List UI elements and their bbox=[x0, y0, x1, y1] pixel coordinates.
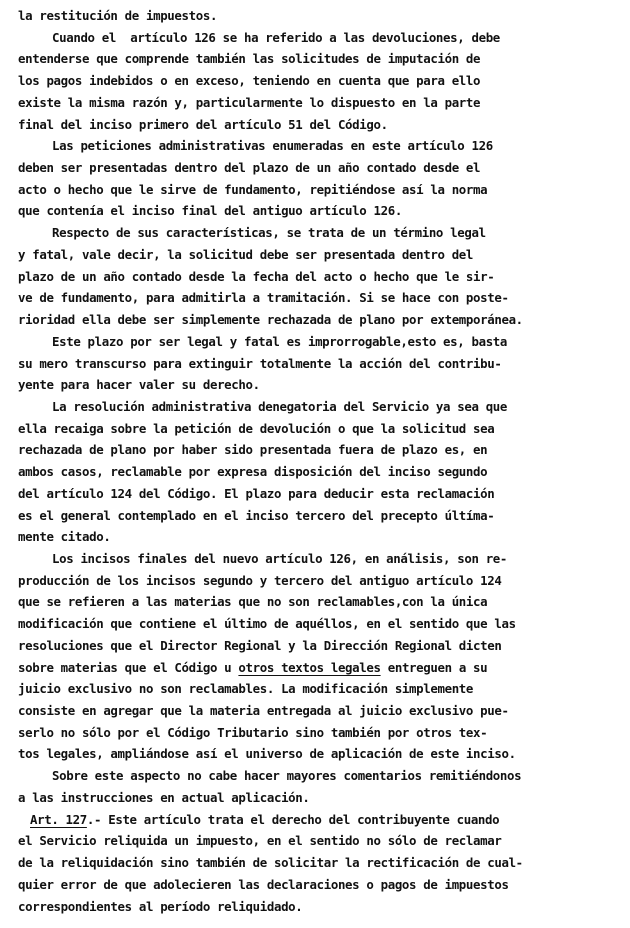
underlined-text: Art. 127 bbox=[30, 811, 87, 827]
text-line: el Servicio reliquida un impuesto, en el sentido no sólo de reclamar bbox=[18, 833, 502, 849]
text-line: Sobre este aspecto no cabe hacer mayores comentarios remitiéndonos bbox=[52, 768, 522, 784]
text-line: ve de fundamento, para admitirla a tramitación. Si se hace con poste- bbox=[18, 290, 509, 306]
text-line: del artículo 124 del Código. El plazo para deducir esta reclamación bbox=[18, 485, 495, 501]
text-run: entreguen a su bbox=[380, 659, 488, 675]
text-line: final del inciso primero del artículo 51 del Código. bbox=[18, 116, 388, 132]
text-line: rioridad ella debe ser simplemente rechazada de plano por extemporánea. bbox=[18, 312, 523, 328]
text-line: es el general contemplado en el inciso tercero del precepto últíma- bbox=[18, 507, 495, 523]
text-line: consiste en agregar que la materia entregada al juicio exclusivo pue- bbox=[18, 703, 509, 719]
text-line: acto o hecho que le sirve de fundamento, repitiéndose así la norma bbox=[18, 181, 488, 197]
text-line: resoluciones que el Director Regional y la Dirección Regional dicten bbox=[18, 637, 502, 653]
text-line: los pagos indebidos o en exceso, teniendo en cuenta que para ello bbox=[18, 73, 481, 89]
text-line: modificación que contiene el último de aquéllos, en el sentido que las bbox=[18, 616, 516, 632]
text-line: yente para hacer valer su derecho. bbox=[18, 377, 260, 393]
text-line bbox=[18, 657, 487, 679]
underlined-text: otros textos legales bbox=[238, 659, 381, 675]
text-line: entenderse que comprende también las solicitudes de imputación de bbox=[18, 51, 481, 67]
text-line: a las instrucciones en actual aplicación. bbox=[18, 789, 310, 805]
text-line: Este plazo por ser legal y fatal es improrrogable,esto es, basta bbox=[52, 333, 508, 349]
text-line: tos legales, ampliándose así el universo de aplicación de este inciso. bbox=[18, 746, 516, 762]
text-line: Respecto de sus características, se trata de un término legal bbox=[52, 225, 486, 241]
text-line: juicio exclusivo no son reclamables. La modificación simplemente bbox=[18, 681, 474, 697]
text-line: su mero transcurso para extinguir totalmente la acción del contribu- bbox=[18, 355, 502, 371]
text-line: ambos casos, reclamable por expresa disposición del inciso segundo bbox=[18, 464, 488, 480]
text-line: que contenía el inciso final del antiguo artículo 126. bbox=[18, 203, 402, 219]
text-line: Cuando el artículo 126 se ha referido a las devoluciones, debe bbox=[52, 29, 500, 45]
text-line: deben ser presentadas dentro del plazo de un año contado desde el bbox=[18, 160, 481, 176]
text-line: serlo no sólo por el Código Tributario sino también por otros tex- bbox=[18, 724, 488, 740]
text-line: Las peticiones administrativas enumeradas en este artículo 126 bbox=[52, 138, 493, 154]
text-line: de la reliquidación sino también de solicitar la rectificación de cual- bbox=[18, 855, 523, 871]
text-line: producción de los incisos segundo y tercero del antiguo artículo 124 bbox=[18, 572, 502, 588]
text-line: y fatal, vale decir, la solicitud debe ser presentada dentro del bbox=[18, 246, 474, 262]
text-line: rechazada de plano por haber sido presentada fuera de plazo es, en bbox=[18, 442, 488, 458]
text-run: .- Este artículo trata el derecho del contribuyente cuando bbox=[86, 811, 500, 827]
text-line: plazo de un año contado desde la fecha del acto o hecho que le sir- bbox=[18, 268, 495, 284]
text-line: Los incisos finales del nuevo artículo 126, en análisis, son re- bbox=[52, 551, 508, 566]
text-line: que se refieren a las materias que no son reclamables,con la única bbox=[18, 594, 488, 610]
text-run: sobre materias que el Código u bbox=[18, 659, 239, 675]
text-line bbox=[30, 809, 499, 831]
text-line: quier error de que adolecieren las declaraciones o pagos de impuestos bbox=[18, 876, 509, 892]
text-line: correspondientes al período reliquidado. bbox=[18, 898, 303, 914]
text-line: La resolución administrativa denegatoria del Servicio ya sea que bbox=[52, 398, 508, 414]
text-line: existe la misma razón y, particularmente lo dispuesto en la parte bbox=[18, 94, 481, 110]
text-line: ella recaiga sobre la petición de devolución o que la solicitud sea bbox=[18, 420, 495, 436]
text-line: la restitución de impuestos. bbox=[18, 8, 218, 23]
text-line: mente citado. bbox=[18, 529, 111, 545]
